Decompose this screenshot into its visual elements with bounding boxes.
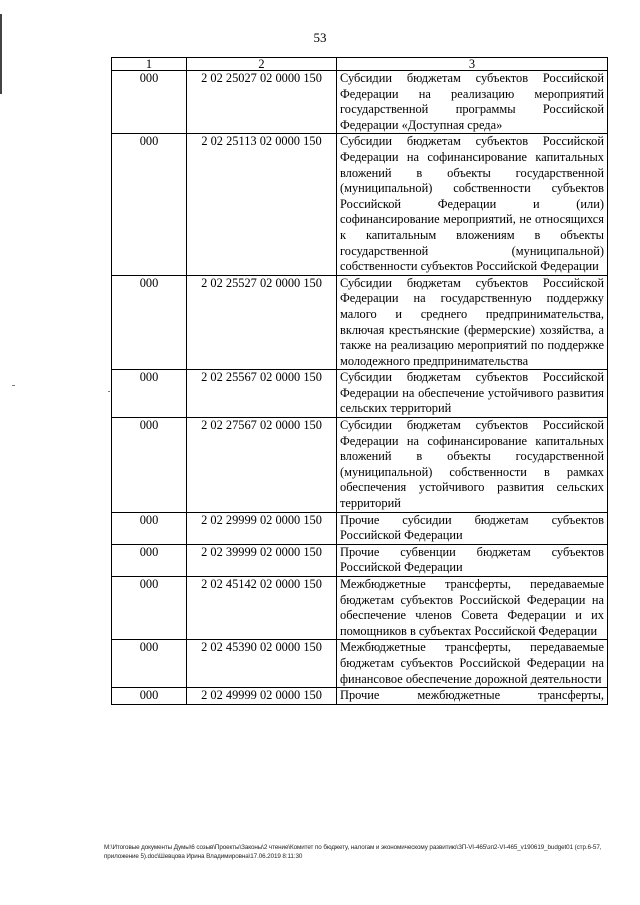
- description-cell: Прочие субвенции бюджетам субъектов Российской Федерации: [337, 544, 608, 576]
- budget-code-cell: 2 02 45390 02 0000 150: [187, 640, 337, 688]
- admin-code-cell: 000: [112, 544, 187, 576]
- page-number: 53: [313, 30, 327, 45]
- admin-code-cell: 000: [112, 275, 187, 370]
- description-cell: Прочие субсидии бюджетам субъектов Российской Федерации: [337, 512, 608, 544]
- admin-code-cell: 000: [112, 512, 187, 544]
- table-row: [112, 71, 608, 134]
- budget-code-cell: 2 02 29999 02 0000 150: [187, 512, 337, 544]
- description-cell: Прочие межбюджетные трансферты,: [337, 688, 608, 705]
- budget-code-cell: 2 02 39999 02 0000 150: [187, 544, 337, 576]
- column-header: 3: [337, 58, 608, 71]
- table-row: [112, 640, 608, 688]
- table-row: [112, 134, 608, 275]
- budget-codes-table: [111, 57, 608, 705]
- column-header: 2: [187, 58, 337, 71]
- description-cell: Межбюджетные трансферты, передаваемые бюджетам субъектов Российской Федерации на обеспечение членов Совета Федерации и их помощников в субъектах Российской Федерации: [337, 577, 608, 640]
- table-row: [112, 688, 608, 705]
- admin-code-cell: 000: [112, 640, 187, 688]
- budget-code-cell: 2 02 45142 02 0000 150: [187, 577, 337, 640]
- budget-code-cell: 2 02 25527 02 0000 150: [187, 275, 337, 370]
- budget-code-cell: 2 02 25027 02 0000 150: [187, 71, 337, 134]
- description-cell: Субсидии бюджетам субъектов Российской Федерации на государственную поддержку малого и среднего предпринимательства, включая крестьянские (фермерские) хозяйства, а также на реализацию мероприятий по поддержке молодежного предпринимательства: [337, 275, 608, 370]
- table-row: [112, 275, 608, 370]
- table-row: [112, 577, 608, 640]
- column-header: 1: [112, 58, 187, 71]
- table-row: [112, 544, 608, 576]
- binder-mark: [0, 14, 2, 94]
- admin-code-cell: 000: [112, 577, 187, 640]
- description-cell: Субсидии бюджетам субъектов Российской Федерации на обеспечение устойчивого развития сельских территорий: [337, 370, 608, 418]
- budget-code-cell: 2 02 49999 02 0000 150: [187, 688, 337, 705]
- budget-code-cell: 2 02 25567 02 0000 150: [187, 370, 337, 418]
- description-cell: Субсидии бюджетам субъектов Российской Федерации на софинансирование капитальных вложений в объекты государственной (муниципальной) собственности в рамках обеспечения устойчивого развития сельских территорий: [337, 418, 608, 513]
- table-header-row: [112, 58, 608, 71]
- table-row: [112, 418, 608, 513]
- scan-speck: [12, 385, 15, 386]
- description-cell: Субсидии бюджетам субъектов Российской Федерации на софинансирование капитальных вложений в объекты государственной (муниципальной) собственности субъектов Российской Федерации и (или) софинансирование мероприятий, не относящихся к капитальным вложениям в объекты государственной (муниципальной) собственности субъектов Российской Федерации: [337, 134, 608, 275]
- admin-code-cell: 000: [112, 134, 187, 275]
- table-row: [112, 512, 608, 544]
- admin-code-cell: 000: [112, 418, 187, 513]
- admin-code-cell: 000: [112, 71, 187, 134]
- admin-code-cell: 000: [112, 370, 187, 418]
- admin-code-cell: 000: [112, 688, 187, 705]
- budget-code-cell: 2 02 25113 02 0000 150: [187, 134, 337, 275]
- scan-speck: [108, 391, 110, 392]
- description-cell: Субсидии бюджетам субъектов Российской Федерации на реализацию мероприятий государственной программы Российской Федерации «Доступная среда»: [337, 71, 608, 134]
- budget-code-cell: 2 02 27567 02 0000 150: [187, 418, 337, 513]
- table-row: [112, 370, 608, 418]
- document-path-footer: M:\Итоговые документы Думы\6 созыв\Проекты\Законы\2 чтение\Комитет по бюджету, налогам и экономическому развитию\ЗП-VI-465\зп2-VI-465_v190619_budget01 (стр.6-57, приложение 5).doc\Шевцова Ирина Владимировна\17.06.2019 8:11:30: [104, 844, 602, 860]
- description-cell: Межбюджетные трансферты, передаваемые бюджетам субъектов Российской Федерации на финансовое обеспечение дорожной деятельности: [337, 640, 608, 688]
